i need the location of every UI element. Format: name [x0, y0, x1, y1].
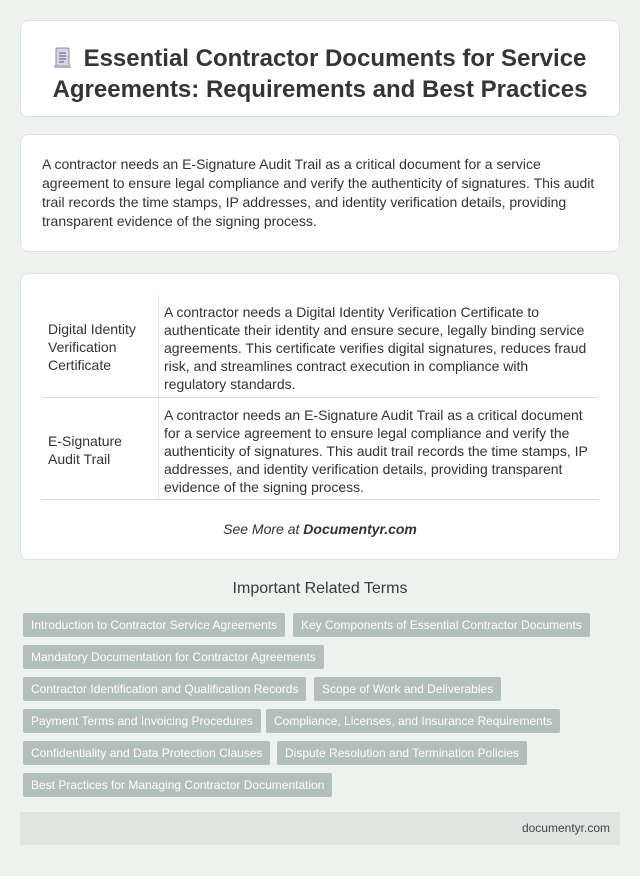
term-cell: E-Signature Audit Trail	[48, 433, 122, 467]
summary-text: A contractor needs an E-Signature Audit Trail as a critical document for a service agreement to ensure legal compliance and verify the authenticity of signatures. This audit trail records the time stamps, IP addresses, and identity verification details, providing transparent evidence of the signing process.	[42, 156, 595, 229]
definition-cell: A contractor needs an E-Signature Audit Trail as a critical document for a service agreement to ensure legal compliance and verify the authenticity of signatures. This audit trail records the time stamps, IP addresses, and identity verification details, providing transparent evidence of the signing process.	[164, 407, 588, 495]
summary-card	[20, 134, 620, 252]
related-tag[interactable]: Payment Terms and Invoicing Procedures	[23, 709, 261, 733]
related-terms-title: Important Related Terms	[232, 580, 408, 597]
related-tag[interactable]: Contractor Identification and Qualification Records	[23, 677, 306, 701]
document-icon	[54, 47, 72, 69]
related-tag[interactable]: Introduction to Contractor Service Agreements	[23, 613, 285, 637]
page-title	[21, 43, 619, 105]
see-more-line	[21, 521, 619, 537]
related-tag[interactable]: Confidentiality and Data Protection Clauses	[23, 741, 270, 765]
term-cell: Digital Identity Verification Certificate	[48, 321, 136, 373]
related-tag[interactable]: Compliance, Licenses, and Insurance Requirements	[266, 709, 560, 733]
related-tag[interactable]: Scope of Work and Deliverables	[314, 677, 501, 701]
see-more-link[interactable]: Documentyr.com	[303, 521, 417, 537]
table-row	[42, 398, 598, 500]
related-tag[interactable]: Mandatory Documentation for Contractor Agreements	[23, 645, 324, 669]
footer	[20, 812, 620, 845]
definition-cell: A contractor needs a Digital Identity Verification Certificate to authenticate their identity and ensure secure, legally binding service agreements. This certificate verifies digital signatures, reduces fraud risk, and streamlines contract execution in compliance with regulatory standards.	[164, 304, 587, 392]
footer-site[interactable]: documentyr.com	[521, 821, 610, 835]
title-card	[20, 20, 620, 117]
related-tag[interactable]: Dispute Resolution and Termination Policies	[277, 741, 527, 765]
page-title-text: Essential Contractor Documents for Service Agreements: Requirements and Best Practices	[52, 45, 588, 103]
column-divider	[158, 295, 159, 397]
definitions-table	[20, 273, 620, 560]
related-tag[interactable]: Best Practices for Managing Contractor Documentation	[23, 773, 332, 797]
table-row	[42, 295, 598, 398]
column-divider	[158, 398, 159, 499]
see-more-prefix: See More at	[223, 521, 300, 537]
related-tag[interactable]: Key Components of Essential Contractor Documents	[293, 613, 590, 637]
